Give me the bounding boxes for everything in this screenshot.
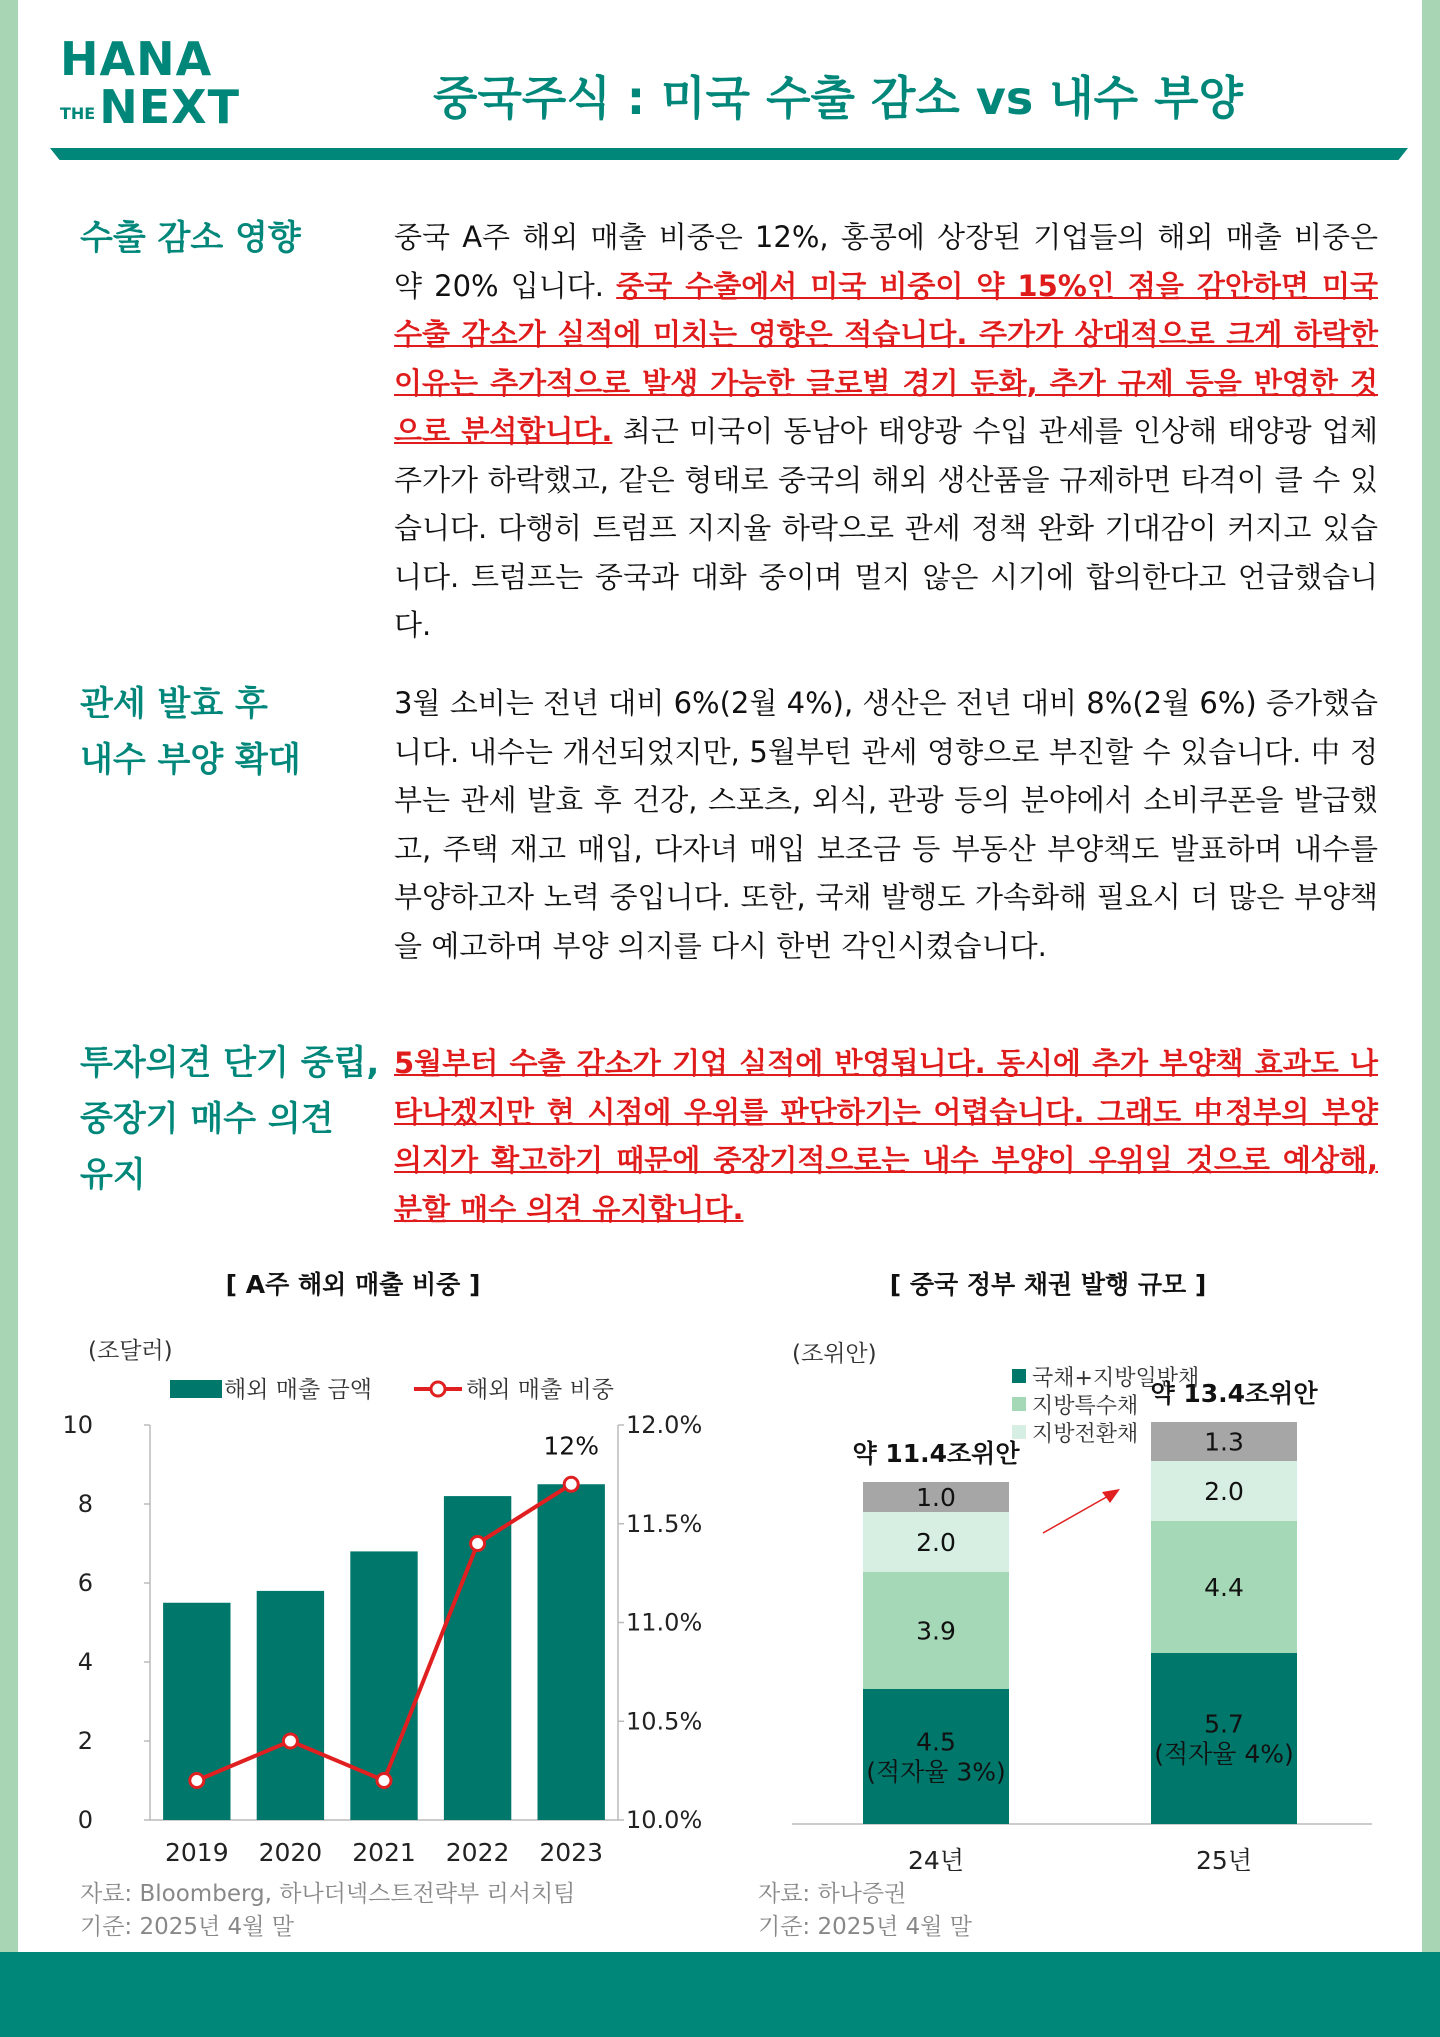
- segment-value-label: 2.0: [1204, 1477, 1244, 1506]
- left-tick-label: 8: [77, 1490, 93, 1518]
- legend-label: 지방특수채: [1032, 1394, 1139, 1419]
- right-tick-label: 10.0%: [626, 1806, 703, 1834]
- legend-label-bar: 해외 매출 금액: [224, 1377, 372, 1403]
- growth-arrow-line: [1043, 1495, 1110, 1533]
- chart-title-overseas-sales: [ A주 해외 매출 비중 ]: [225, 1270, 481, 1299]
- growth-arrow-head: [1102, 1489, 1120, 1503]
- hana-the-next-logo: [60, 32, 240, 134]
- section-body-investment-opinion: [394, 1039, 1378, 1233]
- unit-label: (조위안): [792, 1341, 877, 1367]
- total-label: 약 13.4조위안: [1150, 1379, 1318, 1408]
- point-overseas-share: [564, 1477, 578, 1491]
- point-overseas-share: [190, 1774, 204, 1788]
- chart1-source: [80, 1878, 575, 1944]
- highlighted-text: 5월부터 수출 감소가 기업 실적에 반영됩니다. 동시에 추가 부양책 효과도 나타나겠지만 현 시점에 우위를 판단하기는 어렵습니다. 그래도 中정부의 부양 의지가 확고하기 때문에 중장기적으로는 내수 부양이 우위일 것으로 예상해, 분할 매수 의견 유지합니다.: [394, 1046, 1378, 1226]
- legend-swatch-bar: [170, 1380, 222, 1398]
- source-text: 자료: Bloomberg, 하나더넥스트전략부 리서치팀: [80, 1881, 576, 1907]
- left-tick-label: 6: [77, 1569, 93, 1597]
- segment-value-label: 4.4: [1204, 1573, 1244, 1602]
- segment-value-label: 2.0: [916, 1528, 956, 1557]
- x-tick-label: 25년: [1196, 1846, 1252, 1875]
- logo-hana: HANA: [60, 32, 213, 86]
- x-tick-label: 2022: [445, 1838, 510, 1867]
- legend-label: 지방전환채: [1032, 1422, 1139, 1447]
- right-tick-label: 12.0%: [626, 1411, 703, 1439]
- chart-title-bond-issuance: [ 중국 정부 채권 발행 규모 ]: [889, 1270, 1207, 1299]
- x-tick-label: 2019: [164, 1838, 229, 1867]
- point-overseas-share: [471, 1537, 485, 1551]
- x-tick-label: 2021: [352, 1838, 416, 1867]
- left-tick-label: 10: [62, 1411, 93, 1439]
- segment-value-label: (적자율 3%): [866, 1757, 1006, 1787]
- point-overseas-share: [377, 1774, 391, 1788]
- logo-next: NEXT: [99, 80, 240, 134]
- segment-value-label: 1.0: [916, 1483, 956, 1512]
- section-body-export-impact: [394, 213, 1378, 650]
- bar-overseas-sales: [257, 1591, 324, 1820]
- header-divider: [50, 148, 1408, 160]
- stacked-segment: [1151, 1653, 1297, 1824]
- annotation-label: 12%: [543, 1431, 599, 1461]
- right-tick-label: 11.5%: [626, 1509, 703, 1538]
- basis-text: 기준: 2025년 4월 말: [80, 1914, 294, 1940]
- segment-value-label: 5.7: [1204, 1709, 1244, 1739]
- legend-swatch: [1012, 1425, 1026, 1439]
- segment-value-label: 1.3: [1204, 1427, 1244, 1457]
- chart2-source: [758, 1878, 972, 1944]
- segment-value-label: (적자율 4%): [1154, 1739, 1294, 1769]
- legend-label-line: 해외 매출 비중: [466, 1377, 614, 1403]
- highlighted-text: 중국 수출에서 미국 비중이 약 15%인 점을 감안하면 미국 수출 감소가 실적에 미치는 영향은 적습니다. 주가가 상대적으로 크게 하락한 이유는 추가적으로 발생 가능한 글로벌 경기 둔화, 추가 규제 등을 반영한 것으로 분석합니다.: [394, 268, 1378, 448]
- x-tick-label: 2023: [539, 1838, 604, 1867]
- bar-overseas-sales: [538, 1484, 605, 1820]
- section-label-investment-opinion: 투자의견 단기 중립, 중장기 매수 의견 유지: [80, 1043, 380, 1195]
- stacked-segment: [863, 1689, 1009, 1824]
- legend-swatch: [1012, 1369, 1026, 1383]
- total-label: 약 11.4조위안: [852, 1439, 1020, 1468]
- section-label-export-impact: 수출 감소 영향: [80, 218, 301, 258]
- logo-the: THE: [60, 104, 96, 123]
- right-tick-label: 11.0%: [626, 1608, 703, 1637]
- legend-label: 국채+지방일반채: [1032, 1366, 1200, 1391]
- body-text: 3월 소비는 전년 대비 6%(2월 4%), 생산은 전년 대비 8%(2월 6%) 증가했습니다. 내수는 개선되었지만, 5월부턴 관세 영향으로 부진할 수 있습니다. 中 정부는 관세 발효 후 건강, 스포츠, 외식, 관광 등의 분야에서 소비쿠폰을 발급했고, 주택 재고 매입, 다자녀 매입 보조금 등 부동산 부양책도 발표하며 내수를 부양하고자 노력 중입니다. 또한, 국채 발행도 가속화해 필요시 더 많은 부양책을 예고하며 부양 의지를 다시 한번 각인시켰습니다.: [394, 686, 1378, 963]
- x-tick-label: 2020: [258, 1838, 323, 1867]
- source-text: 자료: 하나증권: [758, 1881, 907, 1907]
- left-tick-label: 2: [77, 1727, 93, 1755]
- right-tick-label: 10.5%: [626, 1707, 703, 1736]
- segment-value-label: 4.5: [916, 1727, 956, 1757]
- section-body-domestic-stimulus: [394, 679, 1378, 970]
- legend-swatch-marker: [431, 1382, 445, 1396]
- overseas-sales-chart: [58, 1325, 738, 1880]
- footer-bar: [0, 1952, 1440, 2037]
- page-title: 중국주식 : 미국 수출 감소 vs 내수 부양: [433, 71, 1243, 125]
- section-label-domestic-stimulus: 관세 발효 후 내수 부양 확대: [80, 684, 301, 780]
- legend-swatch: [1012, 1397, 1026, 1411]
- left-tick-label: 0: [77, 1806, 93, 1834]
- left-tick-label: 4: [77, 1648, 93, 1676]
- segment-value-label: 3.9: [916, 1616, 956, 1646]
- point-overseas-share: [283, 1734, 297, 1748]
- body-text: 중국 A주 해외 매출 비중은 12%, 홍콩에 상장된 기업들의 해외 매출 비중은 약 20% 입니다.: [394, 220, 1378, 303]
- basis-text: 기준: 2025년 4월 말: [758, 1914, 972, 1940]
- body-text: 최근 미국이 동남아 태양광 수입 관세를 인상해 태양광 업체 주가가 하락했고, 같은 형태로 중국의 해외 생산품을 규제하면 타격이 클 수 있습니다. 다행히 트럼프 지지율 하락으로 관세 정책 완화 기대감이 커지고 있습니다. 트럼프는 중국과 대화 중이며 멀지 않은 시기에 합의한다고 언급했습니다.: [394, 414, 1378, 642]
- bond-issuance-chart: [758, 1325, 1398, 1880]
- report-page: [18, 0, 1422, 1952]
- x-tick-label: 24년: [908, 1846, 964, 1875]
- unit-label: (조달러): [88, 1338, 173, 1364]
